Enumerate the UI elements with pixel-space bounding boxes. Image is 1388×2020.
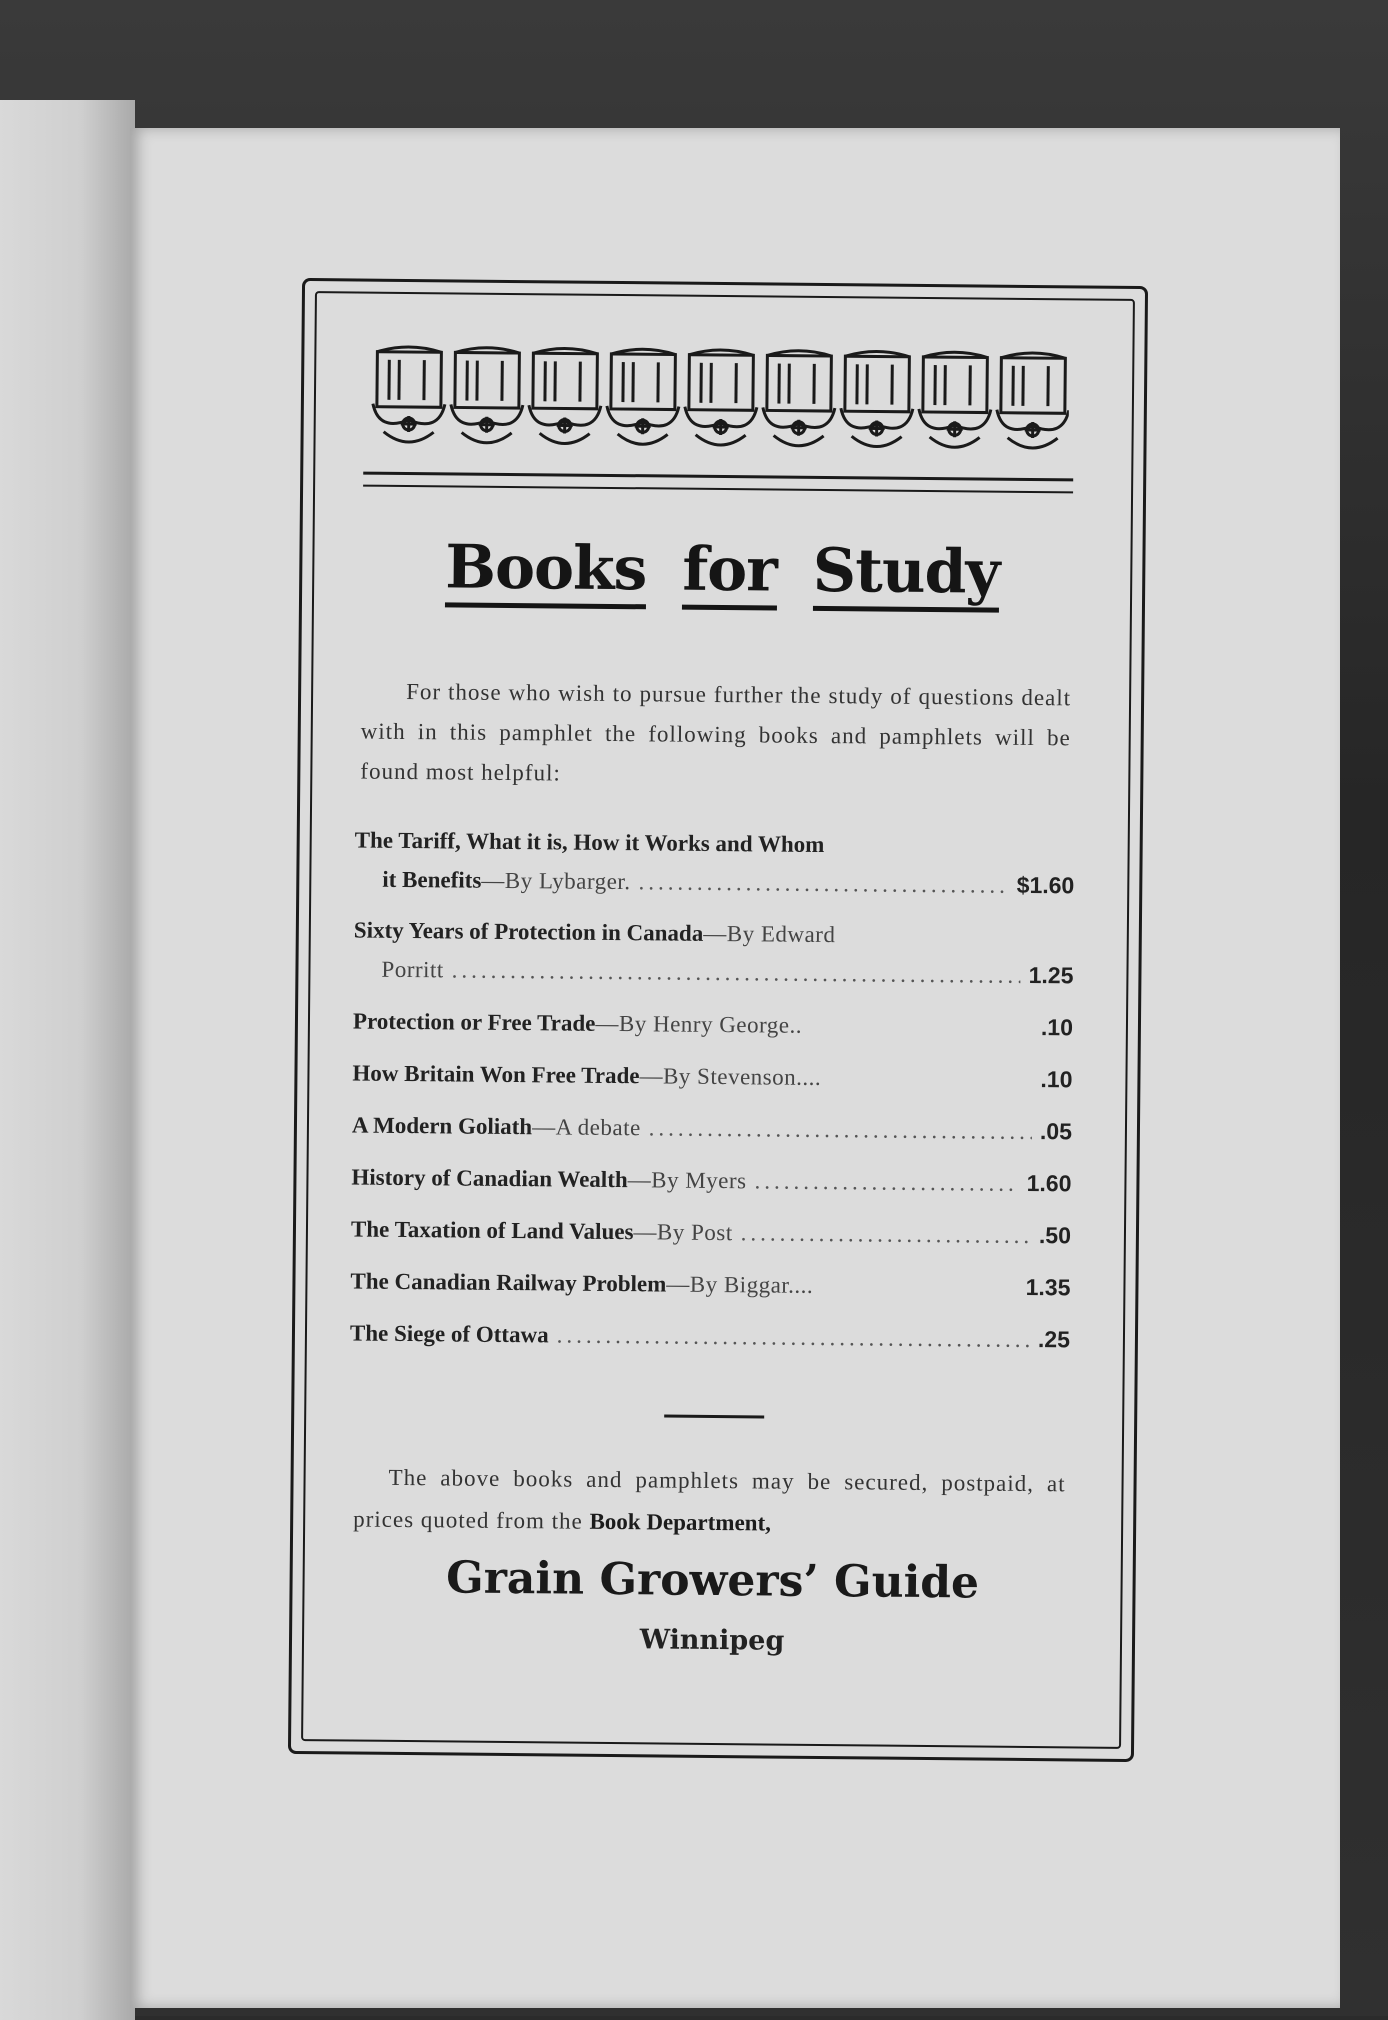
leader-dots bbox=[741, 1214, 1032, 1255]
book-list bbox=[350, 822, 1075, 1373]
book-price: 1.60 bbox=[1027, 1164, 1072, 1202]
book-author: —By Lybarger. bbox=[481, 862, 631, 901]
book-price: .10 bbox=[1041, 1008, 1073, 1046]
book-item bbox=[353, 912, 1074, 996]
book-price: 1.25 bbox=[1028, 956, 1073, 994]
footer-text: The above books and pamphlets may be secured, postpaid, at prices quoted from the bbox=[353, 1465, 1066, 1534]
book-author: —By Biggar.... bbox=[666, 1266, 813, 1305]
leader-dots bbox=[754, 1162, 1018, 1203]
title-word-3: Study bbox=[812, 538, 999, 613]
book-item bbox=[350, 1313, 1070, 1359]
book-item bbox=[352, 1053, 1072, 1099]
publisher-name: Grain Growers’ Guide bbox=[292, 1551, 1132, 1610]
title-word-2: for bbox=[682, 537, 777, 611]
book-author-continued: Porritt bbox=[381, 951, 444, 990]
intro-paragraph bbox=[360, 672, 1071, 799]
book-title: The Siege of Ottawa bbox=[350, 1314, 549, 1354]
book-title: The Tariff, What it is, How it Works and Whom bbox=[355, 822, 825, 865]
book-title: Sixty Years of Protection in Canada bbox=[354, 912, 704, 953]
book-item bbox=[353, 1001, 1073, 1047]
page-title bbox=[302, 531, 1143, 614]
book-author: —By Myers bbox=[628, 1161, 747, 1200]
book-author: —A debate bbox=[532, 1108, 641, 1147]
leader-dots bbox=[649, 1109, 1033, 1151]
leader-dots bbox=[452, 951, 1021, 994]
book-price: .25 bbox=[1038, 1320, 1070, 1358]
facing-page-edge bbox=[0, 100, 135, 2020]
book-author: —By Henry George.. bbox=[595, 1005, 802, 1045]
book-author: —By Stevenson.... bbox=[639, 1057, 821, 1097]
leader-dots bbox=[556, 1316, 1030, 1359]
book-price: .05 bbox=[1040, 1112, 1072, 1150]
book-title: History of Canadian Wealth bbox=[351, 1158, 628, 1199]
publisher-city: Winnipeg bbox=[292, 1621, 1132, 1660]
advertisement-frame bbox=[288, 278, 1148, 1762]
book-item bbox=[354, 822, 1075, 906]
book-author: —By Edward bbox=[703, 915, 835, 954]
book-title: A Modern Goliath bbox=[352, 1106, 533, 1146]
book-department-label: Book Department, bbox=[589, 1509, 771, 1536]
leader-dots bbox=[638, 863, 1009, 905]
book-item bbox=[351, 1209, 1071, 1255]
book-title: Protection or Free Trade bbox=[353, 1002, 596, 1042]
book-title: The Canadian Railway Problem bbox=[350, 1262, 666, 1303]
book-item bbox=[350, 1261, 1070, 1307]
book-author: —By Post bbox=[633, 1213, 733, 1252]
book-title-continued: it Benefits bbox=[382, 861, 481, 900]
book-item bbox=[352, 1105, 1072, 1151]
intro-text: For those who wish to pursue further the study of questions dealt with in this pamphlet the following books and pamphlets will be found most helpful: bbox=[360, 679, 1071, 785]
book-price: .10 bbox=[1040, 1060, 1072, 1098]
title-word-1: Books bbox=[445, 534, 647, 609]
footer-paragraph bbox=[353, 1457, 1066, 1548]
book-border-ornament-icon bbox=[368, 342, 1069, 464]
book-title: The Taxation of Land Values bbox=[351, 1210, 634, 1251]
book-title: How Britain Won Free Trade bbox=[352, 1054, 639, 1095]
book-price: 1.35 bbox=[1026, 1268, 1071, 1306]
book-price: $1.60 bbox=[1017, 866, 1075, 905]
book-price: .50 bbox=[1039, 1216, 1071, 1254]
book-item bbox=[351, 1157, 1071, 1203]
